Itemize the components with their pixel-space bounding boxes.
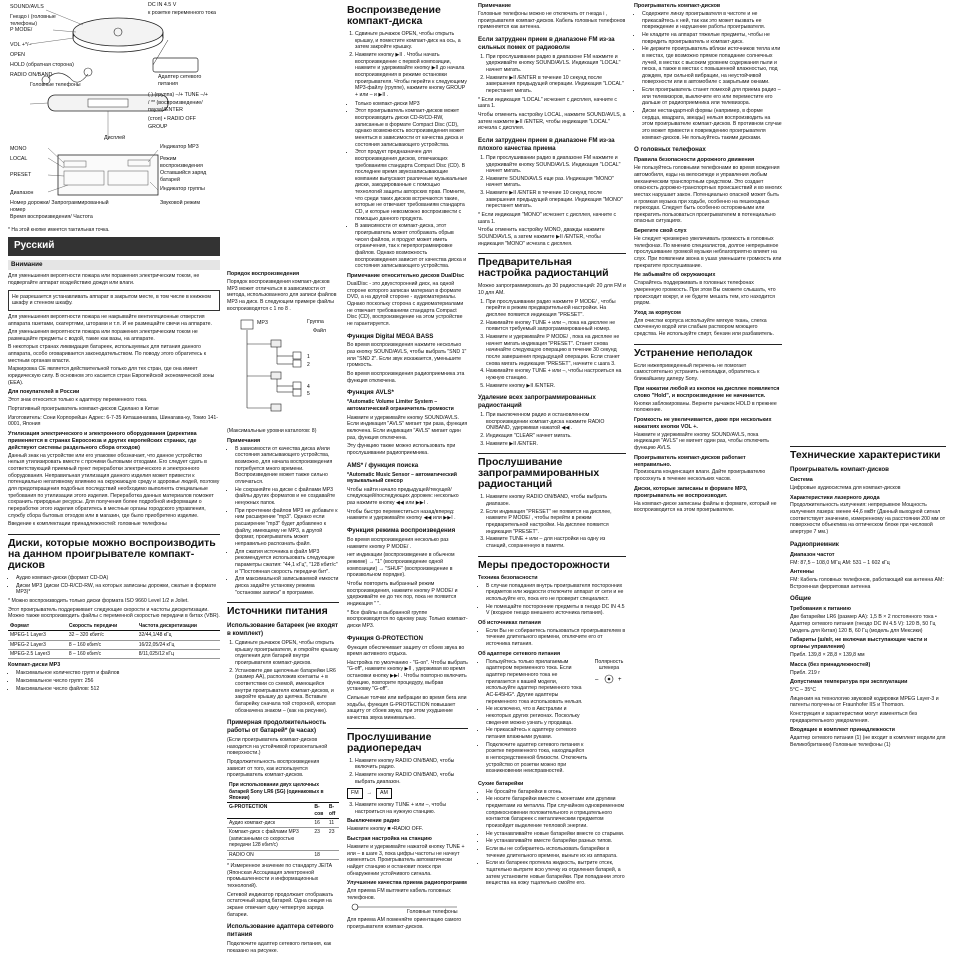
power-sources-list — [486, 628, 626, 648]
trouble-a: Кнопки заблокированы. Верните рычажок HOLD в прежнее положение. — [634, 400, 777, 414]
ac-adapter-item: • Не прикасайтесь к адаптеру сетевого питания влажными руками. — [486, 727, 588, 740]
road-heading: Правила безопасности дорожного движения — [634, 157, 755, 164]
ear-heading: Берегите свой слух — [634, 228, 687, 235]
quick-tune-p: Нажмите и удерживайте нажатой кнопку TUNE + или – в шаге 3, пока цифры частоты не начнут изменяться. Проигрыватель автоматически найдет станцию и остановит поиск при обнаружении устойчивого сигнала. — [347, 843, 465, 877]
dualdisc-p: DualDisc - это двухсторонний диск, на одной стороне которого записан материал в формате DVD, а на другой стороне - аудиоматериалы. Однако поскольку сторона с аудиоматериалами не отвечает требованиям стандарта Compact Disc (CD), воспроизведение на этом устройстве не гарантируется. — [347, 280, 464, 327]
playback-note: • Только компакт-диски MP3 — [355, 101, 468, 108]
label-open: OPEN — [10, 52, 26, 58]
table-cell: 16/22,05/24 кГц — [137, 640, 220, 649]
label-hold: HOLD (обратная сторона) — [10, 62, 74, 68]
radio-off-p: Нажмите кнопку ■ •RADIO OFF. — [347, 826, 423, 833]
dry-batt-item: • Не устанавливайте вместе батарейки разных типов. — [486, 838, 626, 845]
megabass-heading: Функция Digital MEGA BASS — [347, 332, 434, 340]
dry-batt-list — [486, 789, 626, 887]
preset-listen-steps — [486, 494, 626, 549]
safety-heading: Техника безопасности — [478, 574, 538, 581]
others-p: Старайтесь поддерживать в головных телефонах умеренную громкость. При этом Вы сможете слышать, что происходит вокруг, и не будете мешать тем, кто находится рядом. — [634, 280, 776, 307]
preset-step: 2. Нажимайте кнопку TUNE + или –, пока на дисплее не появится требуемый запрограммированный номер. — [486, 320, 626, 333]
table-cell: RADIO ON — [227, 850, 312, 859]
table-cell: MPEG-1 Layer3 — [8, 631, 67, 640]
cautions-heading: Меры предосторожности — [478, 556, 626, 571]
mode-p2: нет индикации (воспроизведение в обычном режиме) → "1" (воспроизведение одной композиции) → "SHUF" (воспроизведение в произвольном порядке). — [347, 552, 455, 579]
column-2 — [227, 0, 468, 956]
disposal-text: Данный знак на устройстве или его упаковке обозначает, что данное устройство нельзя утилизировать вместе с прочими бытовыми отходами. Его следует сдать в соответствующий приемный пункт переработки электрического и электронного оборудования. Неправильная утилизация данного изделия может привести к потенциально негативному влиянию на окружающую среду и здоровье людей, поэтому для предотвращения подобных последствий необходимо выполнять специальные требования по утилизации этого изделия. Переработка данных материалов поможет сохранить природные ресурсы. Для получения более подробной информации о переработке этого изделия обратитесь в местные органы городского управления, службу сбора бытовых отходов или в магазин, где было приобретено изделие. — [8, 452, 220, 519]
discs-item: • Диски MP3 (диски CD-R/CD-RW, на которых записаны дорожки, сжатые в формате MP3)* — [16, 583, 220, 596]
table-caption: При использовании двух щелочных батарей Sony LR6 (SG) (одинаковых в Японии) — [227, 781, 339, 803]
radio-steps-2 — [355, 802, 468, 815]
tree-mp3-label: MP3 — [257, 320, 268, 327]
safety-item: • В случае попадания внутрь проигрывателя посторонних предметов или жидкости отключите аппарат от сети и не используйте его, пока его не проверит специалист. — [486, 583, 626, 603]
preset-listen-step: 3. Нажмите TUNE + или – для настройки на одну из станций, сохраненную в памяти. — [486, 536, 626, 549]
safety-list — [486, 583, 626, 617]
label-group-tune: ( ) (группа) –/+ TUNE –/+ — [148, 92, 209, 98]
life-p2: Продолжительность воспроизведения зависит от того, как используется проигрыватель компакт-дисков. — [227, 759, 320, 779]
specs-value: Продолжительность излучения: непрерывное Мощность излучения лазера: менее 44,6 мкВт (Данный выходной сигнал соответствует значению, измеренному на расстоянии 200 мм от поверхности объектива на оптическом блоке при числовой апертуре 7 мм.) — [790, 502, 946, 536]
discs-footnote: * Можно воспроизводить только диски формата ISO 9660 Level 1/2 и Joliet. — [8, 597, 189, 604]
table-row — [227, 850, 339, 859]
specs-cd-heading: Проигрыватель компакт-дисков — [790, 466, 889, 474]
mode-p1: Во время воспроизведения несколько раз нажмите кнопку P MODE/ . — [347, 537, 449, 550]
language-header: Русский — [8, 237, 220, 256]
trouble-heading: Устранение неполадок — [634, 344, 782, 359]
warning-p4: В некоторых странах ликвидация батареек, используемых для питания данного аппарата, особо оговаривается законодательством. По поводу этого обратитесь к местным органам власти. — [8, 344, 207, 364]
specs-design: Конструкция и характеристики могут изменяться без предварительного уведомления. — [790, 711, 918, 724]
band-diagram — [347, 788, 468, 799]
column-1 — [8, 0, 220, 694]
polarity-icon — [592, 672, 626, 686]
label-ac-adapter: Адаптер сетевого питания — [158, 74, 202, 87]
label-band: Диапазон — [10, 190, 34, 196]
table-row — [8, 650, 220, 659]
fm-noise-steps — [486, 54, 626, 95]
discs-item: • Аудио компакт-диски (формат CD-DA) — [16, 575, 220, 582]
playback-note: • Этот проигрыватель компакт-дисков может воспроизводить диски CD-R/CD-RW, записанные в формате Compact Disc (CD), однако возможность воспроизведения может меняться в зависимости от качества диска и состояния записывающего устройства. — [355, 108, 468, 148]
warning-heading: Внимание — [8, 260, 220, 270]
mode-note: * Все файлы в выбранной группе воспроизводятся по одному разу. Только компакт-диски MP3. — [347, 609, 468, 629]
preset-step: 4. Нажимайте кнопку TUNE + или –, чтобы настроиться на нужную станцию. — [486, 368, 626, 381]
playback-notes — [355, 101, 468, 270]
disposal-heading: Утилизация электрического и электронного оборудования (директива применяется в странах Евросоюза и других европейских странах, где действуют системы раздельного сбора отходов) — [8, 430, 197, 451]
avls-p1: Нажмите и удерживайте кнопку SOUND/AVLS. Если индикация "AVLS" мигает три раза, функция включена. Если индикация "AVLS" мигает один раз, функция отключена. — [347, 414, 468, 441]
column-4 — [634, 0, 782, 516]
russia-note: Этот знак относится только к адаптеру переменного тока. — [8, 397, 148, 404]
preset-heading: Предварительная настройка радиостанций — [478, 253, 626, 279]
preset-step: 3. Нажмите и удерживайте P MODE/ , пока на дисплее не начнет мигать индикация "PRESET". Станет снова начинайте следующую операцию в течение 30 секунд после завершения предыдущей операции. Если станет снова мигать индикация "PRESET", начните с шага 3. — [486, 334, 626, 367]
headphones-heading: О головных телефонах — [634, 146, 706, 154]
dry-batt-item: • Не устанавливайте новые батарейки вместе со старыми. — [486, 831, 626, 838]
table-cell: 32/44,1/48 кГц — [137, 631, 220, 640]
specs-value: Прибл. 139,8 × 28,8 × 139,8 мм — [790, 652, 865, 659]
label-group-indicator: Индикатор группы — [160, 186, 205, 192]
discs-p: Этот проигрыватель поддерживает следующие скорости и частоты дискретизации. Можно также воспроизводить файлы с переменной скоростью передачи в битах (VBR). — [8, 606, 220, 620]
megabass-p1: Во время воспроизведения нажмите несколько раз кнопку SOUND/AVLS, чтобы выбрать "SND 1" или "SND 2". Если звук искажается, уменьшите громкость. — [347, 342, 467, 369]
order-heading: Порядок воспроизведения — [227, 271, 300, 277]
ac-adapter-item: • Пользуйтесь только прилагаемым адаптером переменного тока. Если адаптер переменного тока не прилагается к вашей модели, используйте адаптер переменного тока AC-E45HG*. Другие адаптеры переменного тока использовать нельзя. — [486, 659, 588, 706]
mp3-item: • Максимальное число групп: 256 — [16, 678, 220, 685]
specs-label: Система — [790, 476, 813, 483]
svg-text:–: – — [595, 677, 599, 683]
player-care-list — [642, 11, 782, 141]
fm-poor-step: 3. Нажмите ▶II /ENTER в течение 10 секунд после завершения предыдущей операции. Индикация "MONO" перестанет мигать. — [486, 190, 626, 210]
care-p: Для очистки корпуса используйте мягкую ткань, слегка смоченную водой или слабым раствором моющего средства. Не используйте спирт, бензин или разбавитель. — [634, 317, 774, 338]
order-note: • Не сохраняйте на диске с файлами MP3 файлы других форматов и не создавайте ненужных папок. — [235, 487, 339, 507]
polarity-label: Полярность штекера — [594, 658, 624, 672]
label-phones-jack: Гнездо i (головные телефоны) — [10, 14, 56, 27]
power-footnote: * Измеренное значение по стандарту JEITA (Японская Ассоциация электронной промышленности и информационных технологий). — [227, 863, 332, 889]
battery-steps — [235, 640, 339, 714]
dualdisc-heading: Примечание относительно дисков DualDisc — [347, 273, 465, 279]
specs-value: Цифровые аудиосистема для компакт-дисков — [790, 484, 901, 491]
life-p1: (Если проигрыватель компакт-дисков находится на устойчивой горизонтальной поверхности.) — [227, 737, 328, 757]
order-note: • В зависимости от качества диска и/или состояния записывающего устройства, возможно, для начала воспроизведения потребуется много времени. Воспроизведение может также сильно отличаться. — [235, 446, 339, 486]
radio-heading: Прослушивание радиопередач — [347, 728, 468, 754]
table-header: Скорость передачи — [67, 622, 137, 631]
diagram-footnote: * На этой кнопке имеется тактильная точка. — [8, 227, 110, 233]
band-fm: FM — [347, 788, 363, 799]
am-p: Для приема AM поменяйте ориентацию самого проигрывателя компакт-дисков. — [347, 917, 462, 931]
improve-p: Для приема FM вытяните кабель головных телефонов. — [347, 888, 451, 901]
preset-listen-step: 2. Если индикация "PRESET" не появится на дисплее, нажмите P MODE/ , чтобы перейти в режим предварительной настройки. На дисплее появится индикация "PRESET". — [486, 509, 626, 536]
specs-label: Габариты (ш/в/г, не включая выступающие части и органы управления) — [790, 637, 928, 651]
ams-p2: Чтобы быстро переместиться назад/вперед: нажмите и удерживайте кнопку ◀◀ или ▶▶I . — [347, 508, 456, 522]
label-vol: VOL +*/– — [10, 42, 32, 48]
table-cell: 16 — [312, 819, 327, 828]
improve-heading: Улучшение качества приема радиопрограмм — [347, 880, 467, 887]
table-cell: 32 – 320 кбит/с — [67, 631, 137, 640]
col2-left — [227, 0, 339, 956]
folder-tree — [227, 316, 339, 424]
ear-p: Не следует чрезмерно увеличивать громкость в головных телефонах. По мнению специалистов, долгое непрерывное прослушивание громкой музыки неблагоприятно влияет на слух. При появлении звона в ушах уменьшите громкость или прекратите прослушивание. — [634, 236, 782, 269]
ams-heading: AMS* / функция поиска — [347, 461, 419, 469]
radio-step: 1. Нажмите кнопку RADIO ON/BAND, чтобы включить радио. — [355, 758, 468, 771]
specs-license: Лицензия на технологию звуковой кодировки MPEG Layer-3 и патенты получены от Fraunhofer IIS и Thomson. — [790, 695, 939, 709]
bitrate-table — [8, 622, 220, 660]
col2-right — [347, 0, 468, 956]
avls-heading: Функция AVLS* — [347, 389, 394, 397]
headphones-figure — [347, 903, 468, 917]
battery-step: 2. Установите две щелочные батарейки LR6 (размер AA), расположив контакты + в соответствии со схемой, имеющейся внутри проигрывателя компакт-дисков, и закройте крышку до щелчка. Вставьте батарейку сначала той стороной, которая обозначена знаком – (как на рисунке). — [235, 668, 339, 715]
label-track-number: Номер дорожки/ Запрограммированный номер — [10, 200, 109, 213]
radio-step: 3. Нажмите кнопку TUNE + или –, чтобы настроиться на нужную станцию. — [355, 802, 468, 815]
preset-p: Можно запрограммировать до 30 радиостанций: 20 для FM и 10 для AM. — [478, 283, 626, 297]
order-note: • Для максимальной записываемой емкости диска задайте установку режима "остановки записи" в программе. — [235, 576, 339, 596]
tree-group-label: Группа — [307, 319, 324, 326]
playback-step: 2. Нажмите кнопку ▶II . Чтобы начать воспроизведение с первой композиции, нажмите и удерживайте кнопку ▶II до начала воспроизведения в режиме остановки проигрывателя. Чтобы перейти к следующему MP3-файлу (группе), нажмите кнопку GROUP + или – и ▶II . — [355, 52, 468, 99]
specs-label: Входящие в комплект принадлежности — [790, 727, 895, 734]
player-diagram — [8, 0, 220, 225]
specs-label: Характеристики лазерного диода — [790, 494, 880, 501]
radio-step: 2. Нажмите кнопку RADIO ON/BAND, чтобы выбрать диапазон. — [355, 772, 468, 785]
preset-listen-heading: Прослушивание запрограммированных радиостанций — [478, 453, 626, 490]
dry-batt-item: • Не бросайте батарейки в огонь. — [486, 789, 626, 796]
power-sources-item: • Если Вы не собираетесь пользоваться проигрывателем в течение длительного времени, отключите его от источника питания. — [486, 628, 626, 648]
table-header: Формат — [8, 622, 67, 631]
road-p: Не пользуйтесь головными телефонами во время вождения автомобиля, езды на велосипеде и управления любым механическим транспортным средством. Это создает опасность дорожно-транспортных происшествий и во многих местах нарушает закон. Потенциально опасной может быть и громкая музыка при ходьбе, особенно на пешеходных переходах. Следует быть особенно осторожными или прекратить пользоваться проигрывателем в потенциально опасных ситуациях. — [634, 165, 782, 225]
label-play-mode: Режим воспроизведения — [160, 156, 203, 169]
specs-label: Антенны — [790, 569, 814, 576]
power-footnote: Сетевой индикатор продолжает отображать остаточный заряд батарей. Одна секция на экране отвечает одну четвертую заряда батареи. — [227, 891, 334, 918]
label-mp3-indicator: Индикатор MP3 — [160, 144, 199, 150]
battery-heading: Использование батареек (не входят в комплект) — [227, 622, 339, 638]
radio-steps — [355, 758, 468, 786]
specs-label: Диапазон частот — [790, 551, 835, 558]
tree-file-label: Файл — [313, 328, 327, 335]
battery-life-table — [227, 781, 339, 860]
quick-tune-heading: Быстрая настройка на станцию — [347, 836, 432, 843]
preset-step: 1. При прослушивании радио нажмите P MODE/ , чтобы перейти в режим предварительной настройки. На дисплее появится индикация "PRESET". — [486, 299, 626, 319]
label-sound-mode: Звуковой режим — [160, 200, 200, 206]
fm-poor-steps — [486, 155, 626, 210]
note-heading: Примечание — [478, 3, 512, 9]
arrow-icon: → — [366, 790, 372, 797]
dry-batt-heading: Сухие батарейки — [478, 780, 524, 787]
trouble-a: Произошла конденсация влаги. Дайте проигрывателю просохнуть в течение нескольких часов. — [634, 469, 766, 483]
table-cell: Аудио компакт-диск — [227, 819, 312, 828]
ac-adapter-heading: Об адаптере сетевого питания — [478, 650, 561, 657]
player-care-heading: Проигрыватель компакт-дисков — [634, 3, 721, 9]
battery-step: 1. Сдвиньте рычажок OPEN, чтобы открыть крышку проигрывателя, и откройте крышку отделения для батарей внутри проигрывателя компакт-дисков. — [235, 640, 339, 667]
preset-steps — [486, 299, 626, 390]
specs-label: Допустимая температура при эксплуатации — [790, 679, 908, 686]
trouble-p: Если нижеприведенный перечень не помогает самостоятельно устранить неполадки, обратитесь к ближайшему дилеру Sony. — [634, 362, 760, 383]
label-preset: PRESET — [10, 172, 32, 178]
table-cell: Компакт-диск с файлами MP3 (записанными со скоростью передачи 128 кбит/с) — [227, 828, 312, 850]
mp3-list — [16, 670, 220, 692]
ac-adapter-item: • Не исключено, что в Австралии и некоторых других регионах. Поскольку сведения можно узнать у продавца. — [486, 706, 588, 726]
radio-off-heading: Выключение радио — [347, 818, 400, 825]
russia-manufacturer: Изготовитель: Сони Корпорейшн Адрес: 6-7-35 Киташинагава, Шинагава-ку, Токио 141-0001, Япония — [8, 414, 219, 428]
warning-p1: Для уменьшения вероятности пожара или поражения электрическим током, не подвергайте аппарат воздействию дождя или влаги. — [8, 273, 200, 286]
specs-value: FM: Кабель головных телефонов, работающий как антенна AM: Встроенная ферритовая антенна — [790, 577, 944, 590]
trouble-a: На компакт-диске записаны файлы в формате, который не воспроизводится на этом проигрывателе. — [634, 500, 777, 514]
table-row — [8, 631, 220, 640]
player-care-item: • Содержите линзу проигрывателя в чистоте и не прикасайтесь к ней, так как это может вызвать ее повреждение и нарушение работы проигрывателя. — [642, 11, 782, 31]
dry-batt-item: • Если вы не собираетесь использовать батарейки в течение длительного времени, выньте их из аппарата. — [486, 846, 626, 859]
table-cell: 8 – 160 кбит/с — [67, 640, 137, 649]
table-row — [227, 828, 339, 850]
label-battery: Оставшийся заряд батарей — [160, 170, 207, 183]
ac-adapter-block — [478, 659, 626, 778]
avls-sub: *Automatic Volume Limiter System – автоматический ограничитель громкости — [347, 399, 454, 412]
player-care-item: • Диски нестандартной формы (например, в форме сердца, квадрата, звезды) нельзя воспроизводить на этом проигрывателе компакт-дисков. В противном случае это может привести к повреждению проигрывателя компакт-дисков. Не пользуйтесь такими дисками. — [642, 108, 782, 141]
gprotect-p1: Функция обеспечивает защиту от сбоев звука во время активного отдыха. — [347, 644, 465, 658]
fm-noise-heading: Если затруднен прием в диапазоне FM из-за сильных помех от радиоволн — [478, 35, 615, 51]
power-sources-heading: Об источниках питания — [478, 619, 541, 626]
specs-heading: Технические характеристики — [790, 446, 946, 461]
mp3-heading: Компакт-диски MP3 — [8, 662, 61, 669]
label-sound-avls: SOUND/AVLS — [10, 4, 44, 10]
fm-noise-note: * Если индикация "LOCAL" исчезнет с дисплея, начните с шага 1. — [478, 96, 618, 110]
specs-label: Масса (без принадлежностей) — [790, 661, 871, 668]
band-am: AM — [376, 788, 392, 799]
warning-p2: Для уменьшения вероятности пожара не накрывайте вентиляционные отверстия аппарата газетами, скатертями, шторами и т.п. И не размещайте свечи на аппарате. — [8, 313, 212, 327]
specs-value: Прибл. 219 г — [790, 669, 821, 676]
delete-step: 1. При выключенном радио и остановленном воспроизведении компакт-диска нажмите RADIO ON/BAND, удерживая нажатой ◀◀ . — [486, 412, 626, 432]
label-radio-on-band: RADIO ON/BAND — [10, 72, 53, 78]
gprotect-heading: Функция G-PROTECTION — [347, 634, 423, 642]
playback-note: • Этот продукт предназначен для воспроизведения дисков, отвечающих требованиям стандарта Compact Disc (CD). В последнее время звукозаписывающие компании выпускают различные музыкальные диски, закодированные с помощью технологий защиты авторских прав. Помните, что среди таких дисков встречаются такие, которые не отвечают требованиям стандарта CD, и которые невозможно воспроизвести с помощью данного продукта. — [355, 149, 468, 222]
life-heading: Примерная продолжительность работы от батарей* (в часах) — [227, 719, 327, 735]
mode-heading: Функция режима воспроизведения — [347, 527, 456, 535]
label-play-pause: / ** (воспроизведение/ пауза)/ENTER — [148, 100, 203, 113]
label-p-mode: P MODE/ — [10, 27, 33, 33]
gprotect-p2: Настройка по умолчанию - "G-on". Чтобы выбрать "G-off", нажмите кнопку ▶II , удерживая во время остановки кнопку ▶▶I . Чтобы повторно включить функцию, повторите процедуру, выбрав установку "G-off". — [347, 659, 468, 693]
russia-made: Портативный проигрыватель компакт-дисков Сделано в Китае — [8, 405, 159, 412]
svg-text:+: + — [618, 677, 622, 683]
delete-heading: Удаление всех запрограммированных радиостанций — [478, 394, 596, 410]
table-cell: MPEG-2 Layer3 — [8, 640, 67, 649]
playback-heading: Воспроизведение компакт-диска — [347, 4, 441, 28]
specs-radio-heading: Радиоприемник — [790, 540, 839, 548]
label-mono: MONO — [10, 146, 27, 152]
mp3-item: • Максимальное количество групп и файлов — [16, 670, 220, 677]
dry-batt-item: • Если из батареек протекла жидкость, вытрите отсек, тщательно вытрите всю утечку из отделения батарей, а затем установите новые батарейки. При попадании этого вещества на кожу тщательно смойте его. — [486, 860, 626, 887]
safety-item: • Не помещайте посторонние предметы в гнездо DC IN 4.5 V (входное гнездо внешнего источника питания). — [486, 604, 626, 617]
table-header: В-сов — [312, 803, 327, 819]
mp3-item: • Максимальное число файлов: 512 — [16, 686, 220, 693]
dry-batt-item: • Не носите батарейки вместе с монетами или другими предметами из металла. При случайном одновременном соприкосновении положительного и отрицательного контактов батареек с металлическим предметом произойдет выделение тепловой энергии. — [486, 796, 626, 829]
care-heading: Уход за корпусом — [634, 309, 681, 316]
preset-step: 5. Нажмите кнопку ▶II /ENTER. — [486, 383, 626, 390]
others-heading: Не забывайте об окружающих — [634, 272, 716, 279]
discs-heading: Диски, которые можно воспроизводить на данном проигрывателе компакт-дисков — [8, 534, 220, 571]
trouble-q: Диски, которые записаны в формате MP3, проигрыватель не воспроизводит. — [634, 485, 748, 499]
playback-step: 1. Сдвиньте рычажок OPEN, чтобы открыть крышку, и поместите компакт-диск на ось, а затем закройте крышку. — [355, 31, 468, 51]
fm-noise-step: 2. Нажмите ▶II /ENTER в течение 10 секунд после завершения предыдущей операции. Индикация "LOCAL" перестанет мигать. — [486, 75, 626, 95]
order-caption: (Максимальные уровни каталогов: 8) — [227, 428, 317, 435]
trouble-a: Нажмите и удерживайте кнопку SOUND/AVLS, пока индикация "AVLS" не мигнет один раз, чтобы отключить функцию AVLS. — [634, 431, 769, 451]
column-3 — [478, 0, 626, 889]
ams-p1: Чтобы найти начало предыдущей/текущей/следующей/последующих дорожек: несколько раз нажмите кнопку ◀◀ или ▶▶I . — [347, 486, 459, 507]
russia-heading: Для покупателей в России — [8, 389, 80, 396]
fm-noise-p: Чтобы отменить настройку LOCAL, нажмите SOUND/AVLS, а затем нажмите ▶II /ENTER, чтобы индикация "LOCAL" исчезла с дисплея. — [478, 112, 626, 132]
table-header: Частота дискретизации — [137, 622, 220, 631]
trouble-q: Проигрыватель компакт-дисков работает неправильно. — [634, 454, 746, 468]
svg-text:4: 4 — [307, 384, 310, 391]
svg-text:2: 2 — [307, 362, 310, 369]
specs-value: Адаптер сетевого питания (1) (не входит в комплект модели для Великобритании) Головные телефоны (1) — [790, 735, 946, 749]
table-cell: 23 — [327, 828, 339, 850]
table-header: В-off — [327, 803, 339, 819]
table-row — [8, 640, 220, 649]
playback-steps — [355, 31, 468, 99]
column-5 — [790, 0, 946, 751]
accessory-text: Введение к комплектации принадлежностей: головные телефоны — [8, 521, 167, 528]
player-care-item: • Не держите проигрыватель вблизи источников тепла или в местах, где возможно прямое попадание солнечных лучей, в местах с высоким уровнем содержания пыли и песка, а также в местах с повышенной влажностью, под дождем, при сильной вибрации, на неустойчивой поверхности или в автомобиле с закрытыми окнами. — [642, 46, 782, 86]
label-to-outlet: к розетке переменного тока — [148, 10, 216, 16]
table-cell — [327, 850, 339, 859]
megabass-p2: Во время воспроизведения радиоприемника эта функция отключена. — [347, 371, 465, 384]
preset-listen-step: 1. Нажмите кнопку RADIO ON/BAND, чтобы выбрать диапазон. — [486, 494, 626, 507]
ams-sub: *Automatic Music Sensor – автоматический музыкальный сенсор — [347, 471, 457, 485]
order-note: • Для сжатия источника в файл MP3 рекомендуется использовать следующие параметры сжатия: "44,1 кГц", "128 кбит/с" и "Постоянная скорость передачи бит". — [235, 549, 339, 576]
gprotect-p3: Сильные толчки или вибрации во время бега или ходьбы, функция G-PROTECTION повышает защиту от сбоев звука, при этом ухудшение качества звука минимально. — [347, 695, 467, 722]
label-dc-in: DC IN 4.5 V — [148, 2, 177, 8]
fm-poor-note: * Если индикация "MONO" исчезнет с дисплея, начните с шага 1. — [478, 212, 617, 225]
order-notes-heading: Примечания — [227, 437, 261, 444]
table-cell: MPEG-2.5 Layer3 — [8, 650, 67, 659]
label-display: Дисплей — [104, 135, 126, 141]
note-p: Головные телефоны можно не отключать от гнезда i , проигрывателя компакт-дисков. Кабель головных телефонов применяется как антенна. — [478, 10, 626, 31]
power-heading: Источники питания — [227, 602, 339, 617]
playback-note: • В зависимости от компакт-диска, этот проигрыватель может отображать обрыв чисел файлов, и продукт может иметь ограничения, так к перепрограммировке файлов. Однако возможность воспроизведения зависит от качества диска и состояния записывающего устройства. — [355, 223, 468, 270]
headphones-label: Головные телефоны — [407, 909, 458, 916]
specs-value: Две батарейки LR6 (размер AA): 1,5 В × 2 постоянного тока • Адаптер сетевого питания (гнездо DC IN 4.5 V): 120 В, 50 Гц (модель для Китая) 120 В, 60 Гц (модель для Мексики) — [790, 614, 937, 634]
delete-step: 2. Индикация "CLEAR" начнет мигать. — [486, 433, 626, 440]
specs-value: 5°C – 35°C — [790, 687, 817, 694]
label-headphones: Головные телефоны — [30, 82, 81, 88]
svg-text:1: 1 — [307, 354, 310, 361]
player-care-item: • Если проигрыватель станет помехой для приема радио – или телевизоров, выключите его или переместите его дальше от радиоприемника или телевизора. — [642, 87, 782, 107]
table-cell: 23 — [312, 828, 327, 850]
fm-poor-p: Чтобы отменить настройку MONO, дважды нажмите SOUND/AVLS, а затем нажмите ▶II /ENTER, чтобы индикация "MONO" исчезла с дисплея. — [478, 227, 605, 247]
trouble-q: Громкость не увеличивается, даже при нескольких нажатиях кнопки VOL +. — [634, 416, 772, 430]
table-cell: 18 — [312, 850, 327, 859]
fm-noise-step: 1. При прослушивании радио в диапазоне FM нажмите и удерживайте кнопку SOUND/AVLS. Индикация "LOCAL" начнет мигать. — [486, 54, 626, 74]
delete-step: 3. Нажмите ▶II /ENTER. — [486, 441, 626, 448]
delete-steps — [486, 412, 626, 447]
svg-text:5: 5 — [307, 391, 310, 398]
warning-box: Не разрешается устанавливать аппарат в закрытом месте, в том числе в книжном шкафу и стенном шкафу. — [8, 290, 220, 311]
label-local: LOCAL — [10, 156, 28, 162]
label-stop: (стоп) • RADIO OFF — [148, 116, 196, 122]
table-header: G-PROTECTION — [227, 803, 312, 819]
ac-adapter-item: • Подключите адаптер сетевого питания к розетке переменного тока, находящейся в непосредственной близости. Отключить устройство от розетки можно при возникновении неисправностей. — [486, 742, 588, 775]
ac-heading: Использование адаптера сетевого питания — [227, 923, 334, 939]
discs-list — [16, 575, 220, 596]
warning-p5: Маркировка CE является действительной только для тех стран, где она имеет юридическую силу. В основном это касается стран Европейской экономической зоны (EEA). — [8, 366, 215, 386]
fm-poor-step: 2. Нажмите SOUND/AVLS еще раз. Индикация "MONO" начнет мигать. — [486, 176, 626, 189]
fm-poor-step: 1. При прослушивании радио в диапазоне FM нажмите и удерживайте кнопку SOUND/AVLS. Индикация "LOCAL" начнет мигать. — [486, 155, 626, 175]
table-row — [227, 819, 339, 828]
order-note: • При прочтении файлов MP3 не добавьте к ним расширение "mp3". Однако если расширение "mp3" будет добавлено к файлу, имеющему не MP3, а другой формат, проигрыватель может неправильно распознать файл. — [235, 508, 339, 548]
polarity-figure — [592, 659, 626, 778]
order-p: Порядок воспроизведения компакт-дисков MP3 может отличаться в зависимости от метода, использованного для записи файлов MP3 на диск. В следующем примере файлы воспроизводятся с 1 по 8 . — [227, 278, 337, 312]
avls-p2: Эту функцию также можно использовать при прослушивании радиоприемника. — [347, 443, 456, 456]
ac-p: Подключите адаптер сетевого питания, как показано на рисунке. — [227, 941, 332, 954]
order-notes — [235, 446, 339, 596]
warning-p3: Для уменьшения вероятности пожара или поражения электрическим током не размещайте предметы с водой, такие как вазы, на аппарате. — [8, 329, 198, 342]
trouble-q: При нажатии любой из кнопок на дисплее появляется слово "Hold", и воспроизведение не начинается. — [634, 385, 780, 399]
table-cell: 8/11,025/12 кГц — [137, 650, 220, 659]
fm-poor-heading: Если затруднен прием в диапазоне FM из-за плохого качества приема — [478, 136, 615, 152]
ac-adapter-list — [486, 659, 588, 776]
table-cell: 11 — [327, 819, 339, 828]
specs-value: FM: 87,5 – 108,0 МГц AM: 531 – 1 602 кГц — [790, 559, 890, 566]
specs-label: Требования к питанию — [790, 606, 851, 613]
specs-general-heading: Общие — [790, 595, 812, 603]
label-time-frequency: Время воспроизведения/ Частота — [10, 214, 93, 220]
table-cell: 8 – 160 кбит/с — [67, 650, 137, 659]
mode-p3: Чтобы повторить выбранный режим воспроизведения, нажмите кнопку P MODE/ и удерживайте ее до тех пор, пока не появится индикация " ". — [347, 580, 458, 607]
player-care-item: • Не кладите на аппарат тяжелые предметы, чтобы не повредить проигрыватель и компакт-диск. — [642, 32, 782, 45]
label-group: GROUP — [148, 124, 168, 130]
